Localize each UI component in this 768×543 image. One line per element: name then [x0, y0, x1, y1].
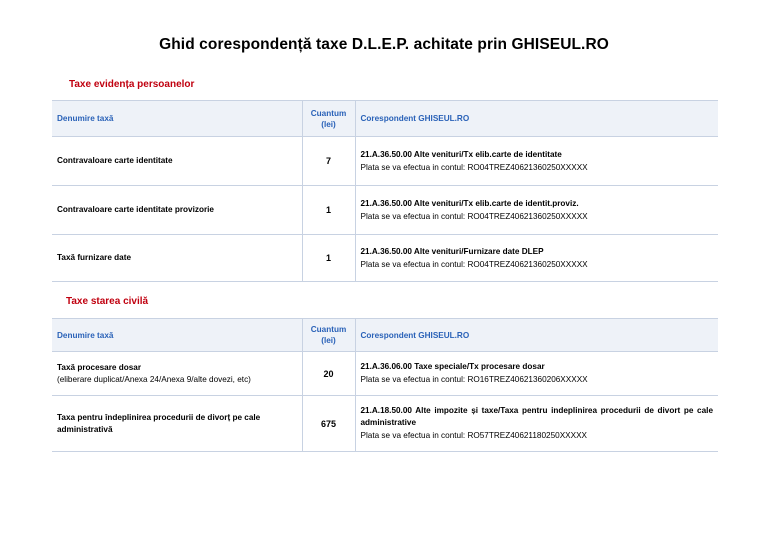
account-info: Plata se va efectua in contul: RO04TREZ40621360250XXXXX [360, 211, 588, 221]
header-denumire: Denumire taxă [52, 319, 302, 352]
budget-code: 21.A.36.50.00 Alte venituri/Tx elib.carte de identitate [360, 149, 562, 159]
header-cuantum: Cuantum (lei) [302, 101, 355, 137]
tax-amount: 1 [302, 186, 355, 235]
header-cuantum: Cuantum (lei) [302, 319, 355, 352]
tax-amount: 1 [302, 235, 355, 282]
budget-code: 21.A.36.06.00 Taxe speciale/Tx procesare dosar [360, 362, 545, 371]
tax-amount: 675 [302, 396, 355, 452]
budget-code: 21.A.18.50.00 Alte impozite și taxe/Taxa pentru indeplinirea procedurii de divort pe cale administrative [360, 406, 713, 427]
tax-name: Contravaloare carte identitate [52, 137, 302, 186]
table-header-row [52, 101, 718, 137]
table-row [52, 352, 718, 396]
tax-correspondent [355, 235, 718, 282]
header-denumire: Denumire taxă [52, 101, 302, 137]
table-row [52, 396, 718, 452]
tax-name: Taxa pentru îndeplinirea procedurii de divorț pe cale administrativă [52, 396, 302, 452]
table-header-row [52, 319, 718, 352]
tax-amount: 20 [302, 352, 355, 396]
tax-correspondent [355, 137, 718, 186]
table-row [52, 137, 718, 186]
table-evidenta [52, 100, 718, 282]
table-row [52, 186, 718, 235]
tax-name: Contravaloare carte identitate provizorie [52, 186, 302, 235]
tax-name: Taxă furnizare date [52, 235, 302, 282]
tax-correspondent [355, 186, 718, 235]
tax-amount: 7 [302, 137, 355, 186]
account-info: Plata se va efectua in contul: RO16TREZ40621360206XXXXX [360, 375, 588, 384]
header-corespondent: Corespondent GHISEUL.RO [355, 319, 718, 352]
table-stare-civila [52, 318, 718, 452]
tax-name-cell [52, 352, 302, 396]
table-row [52, 235, 718, 282]
tax-name: Taxă procesare dosar [57, 362, 142, 372]
tax-correspondent [355, 352, 718, 396]
account-info: Plata se va efectua in contul: RO57TREZ40621180250XXXXX [360, 431, 588, 440]
account-info: Plata se va efectua in contul: RO04TREZ40621360250XXXXX [360, 259, 588, 269]
page-title: Ghid corespondență taxe D.L.E.P. achitate prin GHISEUL.RO [159, 36, 609, 53]
section-title-stare-civila: Taxe starea civilă [66, 296, 149, 307]
budget-code: 21.A.36.50.00 Alte venituri/Furnizare date DLEP [360, 246, 544, 256]
tax-correspondent [355, 396, 718, 452]
header-corespondent: Corespondent GHISEUL.RO [355, 101, 718, 137]
budget-code: 21.A.36.50.00 Alte venituri/Tx elib.carte de identit.proviz. [360, 198, 579, 208]
section-title-evidenta: Taxe evidența persoanelor [69, 79, 195, 90]
tax-name-detail: (eliberare duplicat/Anexa 24/Anexa 9/alte dovezi, etc) [57, 374, 251, 384]
account-info: Plata se va efectua in contul: RO04TREZ40621360250XXXXX [360, 162, 588, 172]
